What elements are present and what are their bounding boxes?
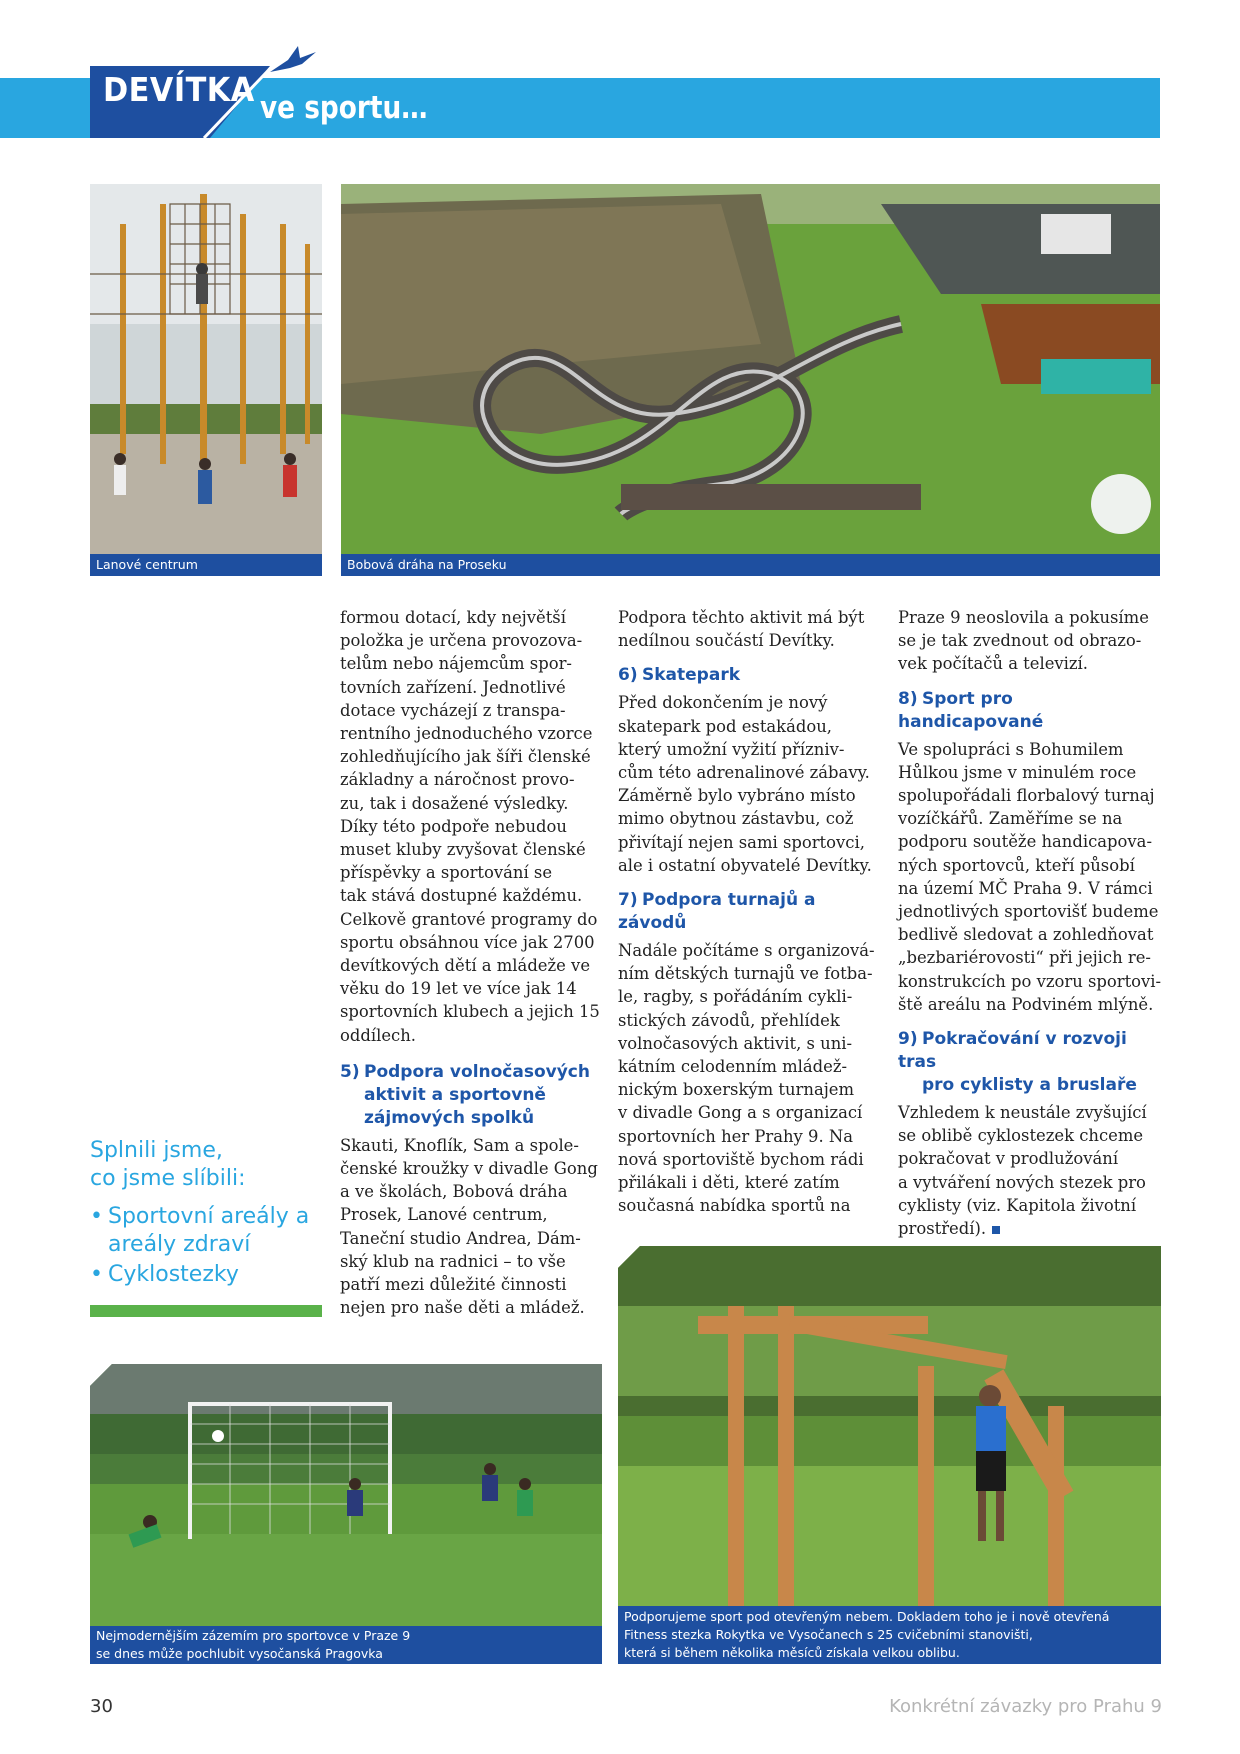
paragraph-intro-col3: Praze 9 neoslovila a pokusíme se je tak zvednout od obrazo- vek počítačů a televizí. xyxy=(898,608,1149,674)
heading-section-6: 6) Skatepark xyxy=(618,665,741,686)
photo-rope-course xyxy=(90,184,322,554)
promise-item: • Sportovní areály a areály zdraví xyxy=(90,1203,322,1259)
paragraph-intro-col2: Podpora těchto aktivit má být nedílnou součástí Devítky. xyxy=(618,608,865,651)
promise-item: • Cyklostezky xyxy=(90,1261,322,1289)
paragraph-section-9: Vzhledem k neustále zvyšující se oblibě cyklostezek chceme pokračovat v prodlužování a vytváření nových stezek pro cyklisty (viz. Kapitola životní prostředí). xyxy=(898,1103,1147,1239)
paragraph-section-6: Před dokončením je nový skatepark pod estakádou, který umožní vyžití přízniv- cům této adrenalinové zábavy. Záměrně bylo vybráno místo mimo obytnou zástavbu, což přivítají nejen sami sportovci, ale i ostatní obyvatelé Devítky. xyxy=(618,693,872,875)
promise-heading: Splnili jsme, co jsme slíbili: xyxy=(90,1138,246,1191)
page-number: 30 xyxy=(90,1696,113,1717)
paragraph-section-8: Ve spolupráci s Bohumilem Hůlkou jsme v minulém roce spolupořádali florbalový turnaj vozíčkářů. Zaměříme se na podporu soutěže handicapova- ných sportovců, kteří působí na území MČ Praha 9. V rámci jednotlivých sportovišť budeme bedlivě sledovat a zohledňovat „bezbariérovosti“ při jejich re- konstrukcích po vzoru sportovi- ště areálu na Podviném mlýně. xyxy=(898,739,1162,1014)
promise-box xyxy=(90,1137,322,1291)
paragraph-grants: formou dotací, kdy největší položka je určena provozova- telům nebo nájemcům spor- tovních zařízení. Jednotlivé dotace vycházejí z transpa- rentního jednoduchého vzorce zohledňujícího jak šíři členské základny a náročnost provo- zu, tak i dosažené výsledky. Díky této podpoře nebudou muset kluby zvyšovat členské příspěvky a sportování se tak stává dostupné každému. Celkově grantové programy do sportu obsáhnou více jak 2700 devítkových dětí a mládeže ve věku do 19 let ve více jak 14 sportovních klubech a jejich 15 oddílech. xyxy=(340,608,600,1045)
photo-bobsled-track xyxy=(341,184,1160,554)
text-column-2 xyxy=(618,606,882,1217)
heading-section-8: 8) Sport pro handicapované xyxy=(898,688,1044,732)
caption-bobsled-track: Bobová dráha na Proseku xyxy=(341,554,1160,576)
page-subtitle: ve sportu… xyxy=(260,90,428,126)
promise-list xyxy=(90,1203,322,1289)
page-title: DEVÍTKA xyxy=(103,70,255,109)
text-column-3 xyxy=(898,606,1162,1240)
end-mark-icon xyxy=(992,1226,1000,1234)
paragraph-section-5: Skauti, Knoflík, Sam a spole- čenské kroužky v divadle Gong a ve školách, Bobová dráha Prosek, Lanové centrum, Taneční studio Andrea, Dám- ský klub na radnici – to vše patří mezi důležité činnosti nejen pro naše děti a mládež. xyxy=(340,1135,598,1318)
footer-text: Konkrétní závazky pro Prahu 9 xyxy=(889,1696,1162,1717)
text-column-1 xyxy=(340,606,602,1319)
photo-fitness-trail xyxy=(618,1246,1161,1606)
heading-section-7: 7) Podpora turnajů a závodů xyxy=(618,890,816,934)
paragraph-section-7: Nadále počítáme s organizová- ním dětských turnajů ve fotba- le, ragby, s pořádáním cykli- stických závodů, přehlídek volnočasových aktivit, s uni- kátním celodenním mládež- nickým boxerským turnajem v divadle Gong a s organizací sportovních her Prahy 9. Na nová sportoviště bychom rádi přilákali i děti, které zatím současná nabídka sportů na xyxy=(618,941,875,1216)
caption-football-match: Nejmodernějším zázemím pro sportovce v Praze 9 se dnes může pochlubit vysočanská Pragovka xyxy=(90,1626,602,1664)
heading-section-5: 5) Podpora volnočasových aktivit a sportovně zájmových spolků xyxy=(340,1061,590,1128)
heading-section-9: 9) Pokračování v rozvoji tras pro cyklisty a bruslaře xyxy=(898,1029,1137,1096)
caption-rope-course: Lanové centrum xyxy=(90,554,322,576)
promise-bar xyxy=(90,1305,322,1317)
caption-fitness-trail: Podporujeme sport pod otevřeným nebem. Dokladem toho je i nově otevřená Fitness stezka Rokytka ve Vysočanech s 25 cvičebními stanovišti, která si během několika měsíců získala velkou oblibu. xyxy=(618,1606,1161,1664)
photo-football-match xyxy=(90,1364,602,1626)
